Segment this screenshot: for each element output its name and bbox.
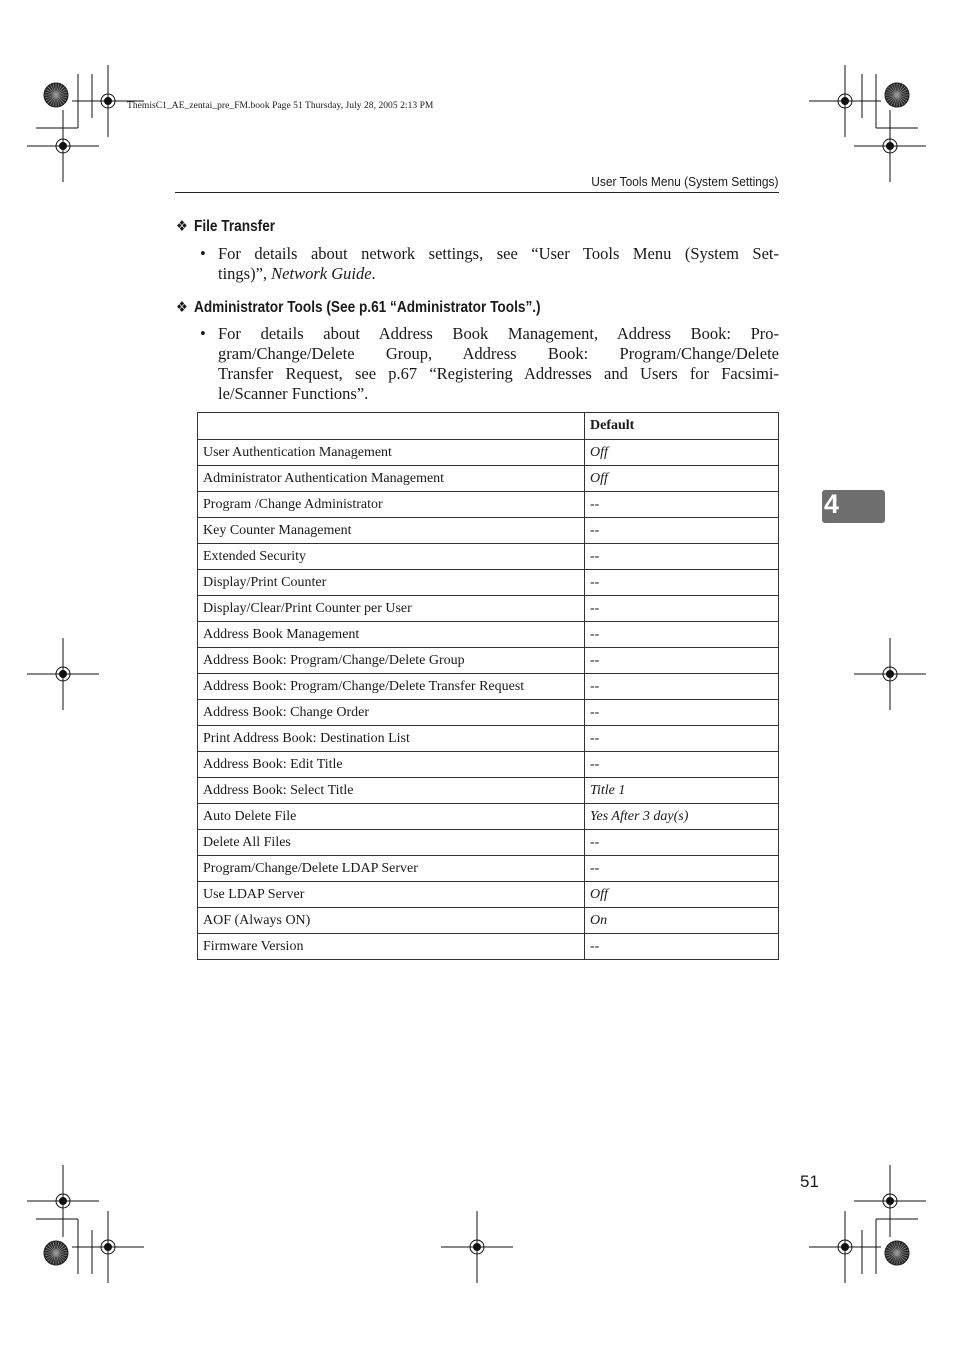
setting-name: Firmware Version: [198, 934, 585, 960]
section-heading-file-transfer: [176, 217, 275, 236]
table-row: [198, 570, 779, 596]
setting-default: --: [585, 596, 779, 622]
table-header-row: [198, 413, 779, 440]
table-row: [198, 726, 779, 752]
paragraph-line: le/Scanner Functions”.: [218, 384, 369, 403]
crosshair-registration-icon: [72, 1211, 144, 1283]
paragraph-line: [218, 264, 779, 284]
table-row: [198, 700, 779, 726]
table-header-item: [198, 413, 585, 440]
crosshair-registration-icon: [27, 110, 99, 182]
setting-name: Delete All Files: [198, 830, 585, 856]
bullet-paragraph-administrator-tools: [218, 324, 779, 404]
crosshair-registration-icon: [27, 638, 99, 710]
table-row: [198, 596, 779, 622]
table-row: [198, 934, 779, 960]
setting-default: --: [585, 622, 779, 648]
section-heading-administrator-tools: [176, 298, 541, 317]
table-row: [198, 830, 779, 856]
color-wheel-icon: [885, 83, 909, 107]
setting-default: --: [585, 726, 779, 752]
setting-name: AOF (Always ON): [198, 908, 585, 934]
table-row: [198, 518, 779, 544]
setting-name: Address Book Management: [198, 622, 585, 648]
setting-name: Address Book: Change Order: [198, 700, 585, 726]
diamond-bullet-icon: ❖: [176, 299, 188, 316]
paragraph-line: For details about network settings, see “User Tools Menu (System Set-: [218, 244, 779, 263]
header-rule: [175, 192, 779, 193]
setting-default: Off: [585, 440, 779, 466]
paragraph-text: tings)”,: [218, 264, 272, 283]
setting-default: --: [585, 674, 779, 700]
setting-name: Administrator Authentication Management: [198, 466, 585, 492]
paragraph-line: Transfer Request, see p.67 “Registering Addresses and Users for Facsimi-: [218, 364, 779, 383]
setting-name: Address Book: Program/Change/Delete Group: [198, 648, 585, 674]
chapter-number: 4: [824, 489, 840, 519]
setting-default: --: [585, 570, 779, 596]
setting-name: Key Counter Management: [198, 518, 585, 544]
setting-name: Auto Delete File: [198, 804, 585, 830]
section-heading-text: Administrator Tools (See p.61 “Administrator Tools”.): [193, 299, 541, 316]
setting-default: --: [585, 518, 779, 544]
page-number: 51: [800, 1172, 819, 1191]
color-wheel-icon: [44, 83, 68, 107]
setting-name: Address Book: Select Title: [198, 778, 585, 804]
setting-name: Address Book: Program/Change/Delete Transfer Request: [198, 674, 585, 700]
setting-default: --: [585, 492, 779, 518]
setting-name: Use LDAP Server: [198, 882, 585, 908]
crosshair-registration-icon: [854, 1165, 926, 1237]
setting-default: Off: [585, 882, 779, 908]
table-row: [198, 882, 779, 908]
setting-default: --: [585, 830, 779, 856]
table-row: [198, 466, 779, 492]
crosshair-registration-icon: [809, 65, 881, 137]
setting-default: Off: [585, 466, 779, 492]
table-row: [198, 492, 779, 518]
book-info-slug: ThemisC1_AE_zentai_pre_FM.book Page 51 Thursday, July 28, 2005 2:13 PM: [127, 101, 434, 111]
bullet-icon: •: [200, 324, 206, 343]
table-row: [198, 544, 779, 570]
setting-default: Yes After 3 day(s): [585, 804, 779, 830]
setting-name: User Authentication Management: [198, 440, 585, 466]
running-head: User Tools Menu (System Settings): [590, 174, 778, 189]
table-row: [198, 648, 779, 674]
setting-default: --: [585, 752, 779, 778]
color-wheel-icon: [44, 1241, 68, 1265]
bullet-paragraph-file-transfer: [218, 244, 779, 284]
setting-name: Program/Change/Delete LDAP Server: [198, 856, 585, 882]
table-row: [198, 908, 779, 934]
crosshair-registration-icon: [441, 1211, 513, 1283]
table-row: [198, 440, 779, 466]
crosshair-registration-icon: [854, 638, 926, 710]
setting-name: Address Book: Edit Title: [198, 752, 585, 778]
table-row: [198, 752, 779, 778]
setting-default: On: [585, 908, 779, 934]
diamond-bullet-icon: ❖: [176, 218, 188, 235]
administrator-tools-table: [197, 412, 779, 960]
setting-name: Print Address Book: Destination List: [198, 726, 585, 752]
table-header-default: Default: [585, 413, 779, 440]
network-guide-reference: Network Guide: [271, 264, 372, 283]
crosshair-registration-icon: [27, 1165, 99, 1237]
paragraph-line: gram/Change/Delete Group, Address Book: Program/Change/Delete: [218, 344, 779, 363]
bullet-icon: •: [200, 244, 206, 263]
setting-name: Display/Clear/Print Counter per User: [198, 596, 585, 622]
setting-default: --: [585, 648, 779, 674]
paragraph-line: For details about Address Book Management, Address Book: Pro-: [218, 324, 779, 343]
setting-default: --: [585, 934, 779, 960]
table-row: [198, 674, 779, 700]
crosshair-registration-icon: [854, 110, 926, 182]
setting-name: Program /Change Administrator: [198, 492, 585, 518]
setting-name: Extended Security: [198, 544, 585, 570]
table-row: [198, 778, 779, 804]
table-row: [198, 622, 779, 648]
section-heading-text: File Transfer: [193, 218, 276, 235]
table-row: [198, 856, 779, 882]
setting-default: --: [585, 700, 779, 726]
setting-name: Display/Print Counter: [198, 570, 585, 596]
crosshair-registration-icon: [809, 1211, 881, 1283]
setting-default: --: [585, 544, 779, 570]
paragraph-text: .: [371, 264, 376, 283]
setting-default: Title 1: [585, 778, 779, 804]
table-row: [198, 804, 779, 830]
color-wheel-icon: [885, 1241, 909, 1265]
setting-default: --: [585, 856, 779, 882]
